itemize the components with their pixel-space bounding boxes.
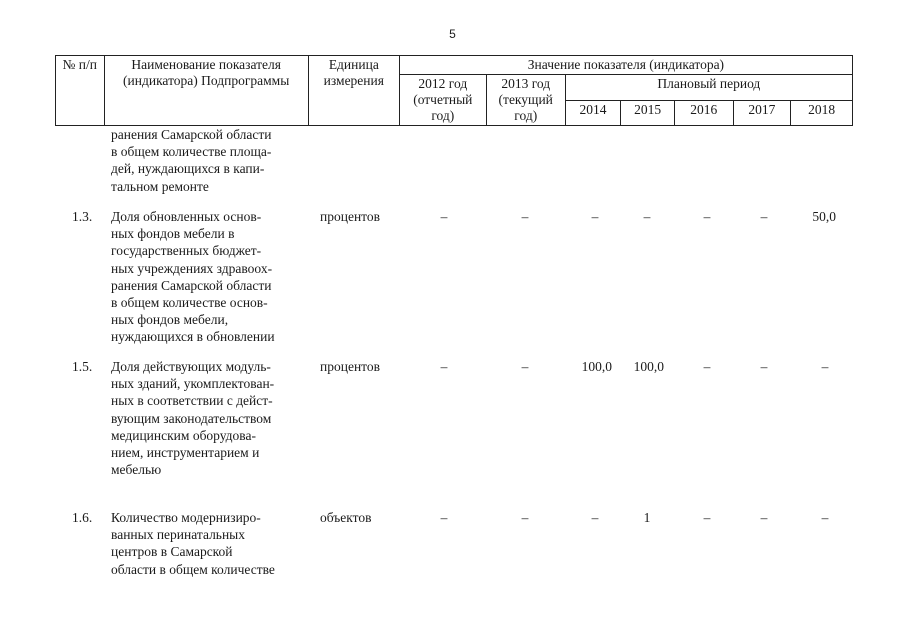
row-1-3-value-2012: – — [440, 209, 448, 224]
description-line: ных зданий, укомплектован- — [111, 376, 275, 392]
description-line: нуждающихся в обновлении — [111, 329, 275, 345]
description-line: Доля действующих модуль- — [111, 359, 271, 374]
row-1-6-description — [111, 509, 305, 578]
description-line: ных фондов мебели в — [111, 226, 235, 242]
row-1-5-value-2014: 100,0 — [581, 359, 612, 374]
header-indicator-name: Наименование показателя (индикатора) Подпрограммы — [104, 56, 308, 126]
row-1-3-unit: процентов — [320, 209, 381, 224]
description-line: мебелью — [111, 462, 162, 478]
description-line: государственных бюджет- — [111, 243, 262, 259]
row-1-5-unit: процентов — [320, 359, 381, 374]
continuation-line: дей, нуждающихся в капи- — [111, 161, 265, 177]
row-1-3-value-2017: – — [760, 209, 768, 224]
header-value: Значение показателя (индикатора) — [399, 56, 852, 75]
description-line: ванных перинатальных — [111, 527, 246, 543]
description-line: нием, инструментарием и — [111, 445, 260, 461]
row-1-5-value-2013: – — [521, 359, 529, 374]
description-line: ных учреждениях здравоох- — [111, 260, 273, 276]
description-line: Доля обновленных основ- — [111, 209, 262, 224]
row-1-5-value-2015: 100,0 — [633, 359, 664, 374]
row-1-5-value-2018: – — [821, 359, 829, 374]
row-1-6-value-2018: – — [821, 510, 829, 525]
continuation-line: тальном ремонте — [111, 178, 209, 194]
description-line: вующим законодательством — [111, 410, 272, 426]
continuation-description — [111, 126, 305, 195]
row-1-6-value-2014: – — [591, 510, 599, 525]
header-2012: 2012 год (отчетный год) — [399, 75, 486, 126]
header-number: № п/п — [56, 56, 105, 126]
row-1-3-value-2014: – — [591, 209, 599, 224]
row-1-3-value-2016: – — [703, 209, 711, 224]
header-planned-period: Плановый период — [565, 75, 852, 101]
description-line: области в общем количестве — [111, 561, 275, 577]
row-1-6-value-2017: – — [760, 510, 768, 525]
row-1-5-value-2017: – — [760, 359, 768, 374]
header-year-2017: 2017 — [733, 100, 791, 126]
description-line: Количество модернизиро- — [111, 510, 261, 525]
header-unit: Единица измерения — [308, 56, 399, 126]
header-2013: 2013 год (текущий год) — [486, 75, 565, 126]
description-line: ных фондов мебели, — [111, 312, 229, 328]
row-1-5-value-2012: – — [440, 359, 448, 374]
header-year-2016: 2016 — [674, 100, 733, 126]
continuation-line: в общем количестве площа- — [111, 144, 272, 160]
indicator-table-header — [55, 55, 853, 126]
continuation-line: ранения Самарской области — [111, 127, 272, 142]
page-number: 5 — [449, 27, 456, 41]
row-1-5-value-2016: – — [703, 359, 711, 374]
header-year-2015: 2015 — [621, 100, 675, 126]
row-1-6-value-2016: – — [703, 510, 711, 525]
row-1-3-number: 1.3. — [72, 209, 93, 224]
description-line: центров в Самарской — [111, 544, 233, 560]
row-1-3-value-2018: 50,0 — [812, 209, 836, 224]
description-line: в общем количестве основ- — [111, 295, 268, 311]
row-1-5-number: 1.5. — [72, 359, 93, 374]
description-line: медицинским оборудова- — [111, 427, 256, 443]
row-1-6-value-2015: 1 — [643, 510, 651, 525]
row-1-3-description — [111, 208, 305, 346]
row-1-6-number: 1.6. — [72, 510, 93, 525]
row-1-5-description — [111, 358, 305, 478]
row-1-3-value-2013: – — [521, 209, 529, 224]
description-line: ных в соответствии с дейст- — [111, 393, 273, 409]
row-1-3-value-2015: – — [643, 209, 651, 224]
row-1-6-unit: объектов — [320, 510, 372, 525]
description-line: ранения Самарской области — [111, 277, 272, 293]
row-1-6-value-2012: – — [440, 510, 448, 525]
header-year-2018: 2018 — [791, 100, 853, 126]
row-1-6-value-2013: – — [521, 510, 529, 525]
header-year-2014: 2014 — [565, 100, 621, 126]
